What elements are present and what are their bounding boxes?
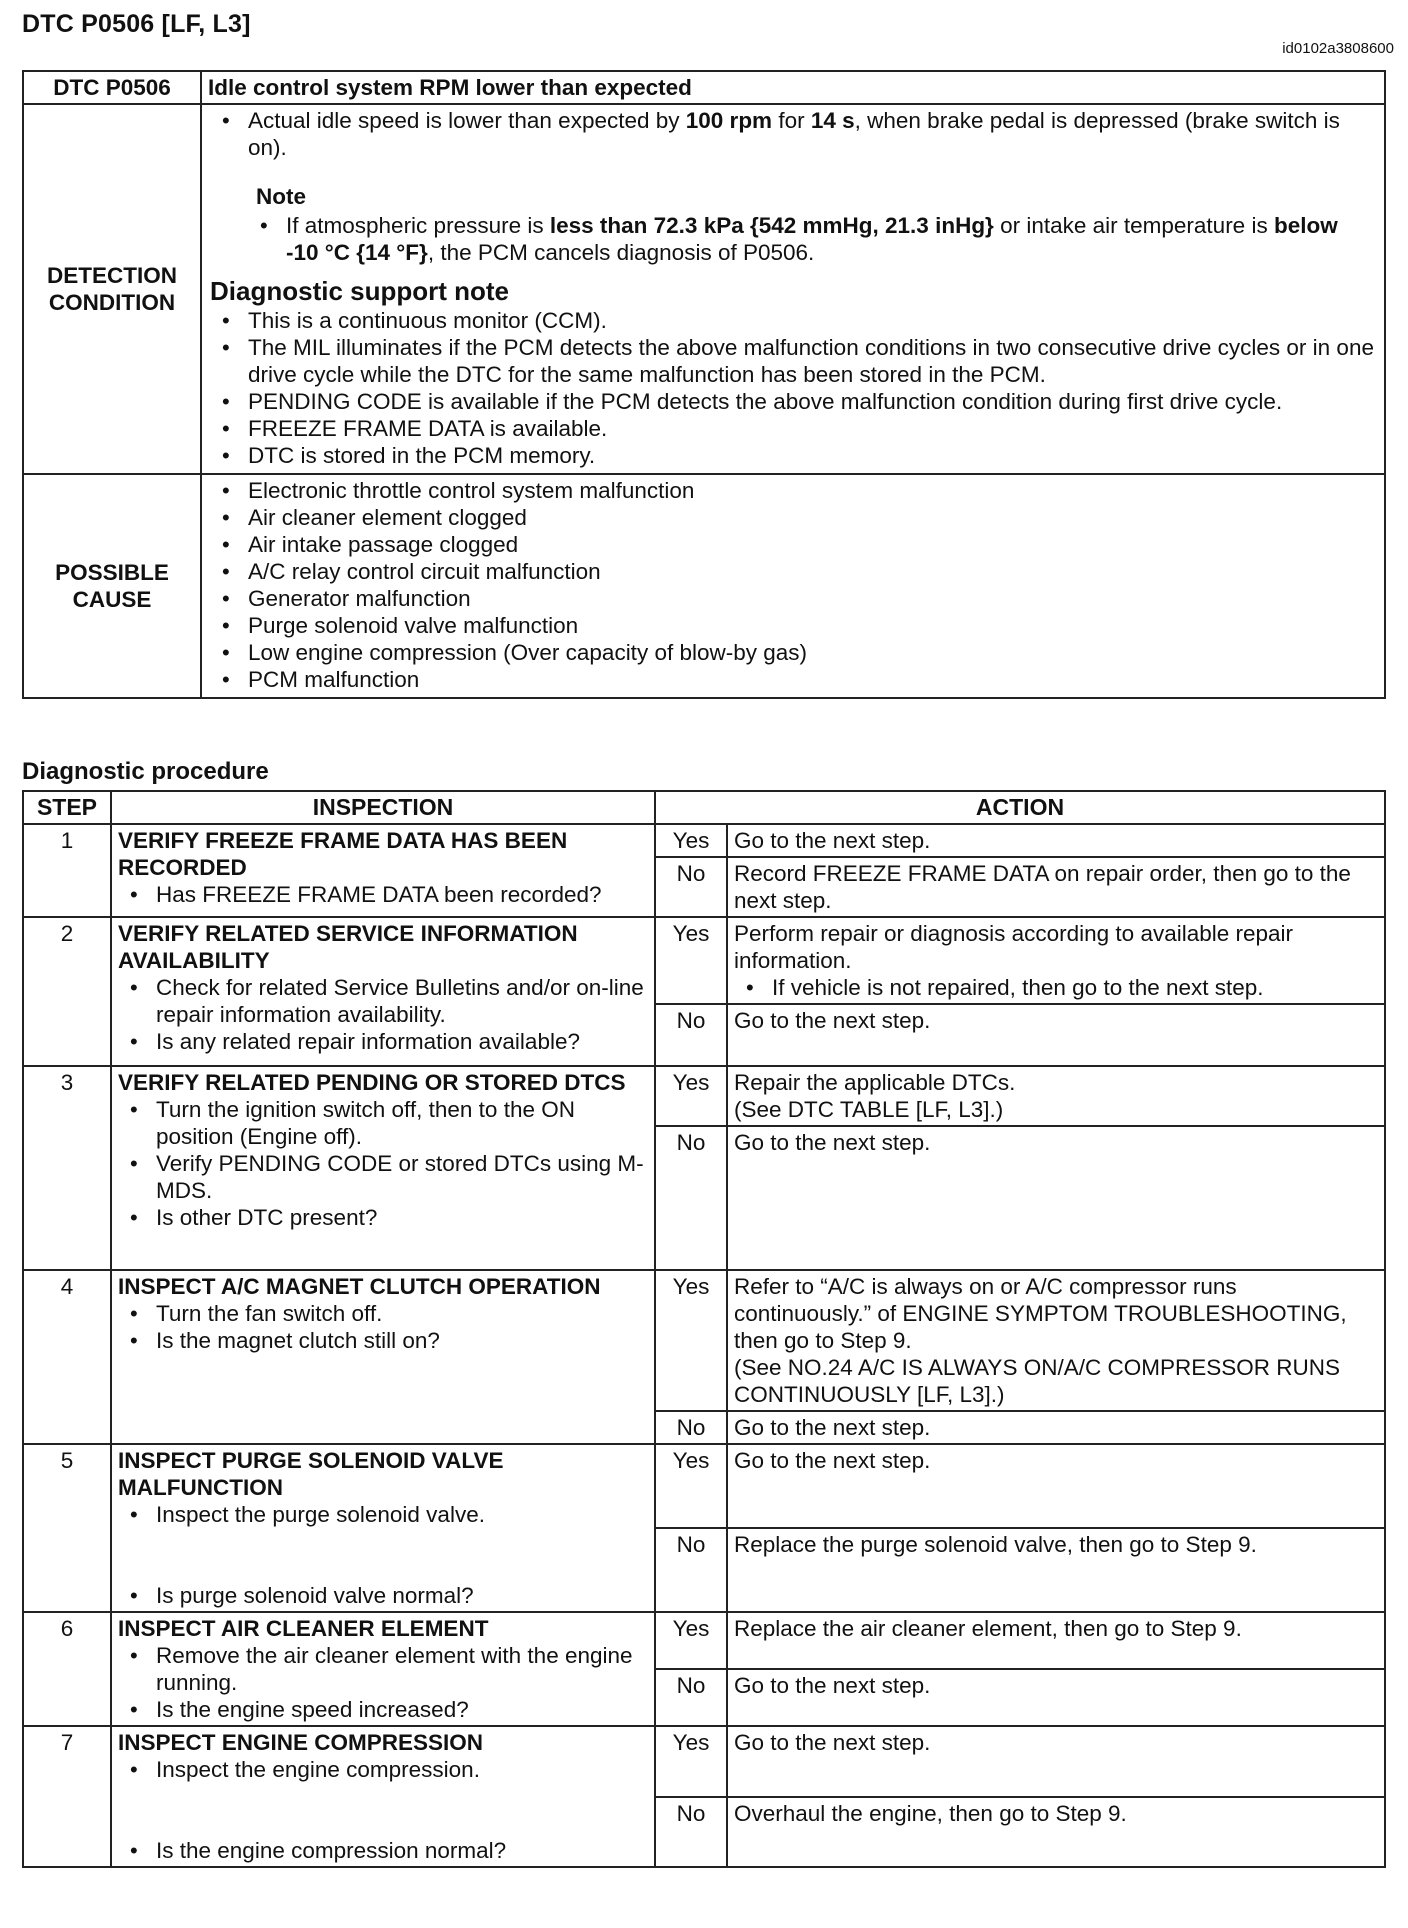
yes-action: Go to the next step.: [727, 1726, 1385, 1797]
inspection-item: • Verify PENDING CODE or stored DTCs using M-MDS.: [156, 1150, 648, 1204]
no-label: No: [655, 1797, 727, 1868]
support-item: • The MIL illuminates if the PCM detects the above malfunction conditions in two consecutive drive cycles or in one drive cycle while the DTC for the same malfunction has been stored in the PCM.: [248, 334, 1376, 388]
yes-action: Replace the air cleaner element, then go to Step 9.: [727, 1612, 1385, 1669]
detection-condition-item: [248, 107, 1376, 161]
yes-action: Refer to “A/C is always on or A/C compressor runs continuously.” of ENGINE SYMPTOM TROUBLESHOOTING, then go to Step 9.: [734, 1274, 1347, 1353]
table-row: [23, 917, 1385, 1004]
yes-label: Yes: [655, 1270, 727, 1411]
yes-action-reference: (See DTC TABLE [LF, L3].): [734, 1097, 1004, 1122]
text-segment: , when brake pedal is depressed (brake switch is on).: [248, 108, 1340, 160]
inspection-cell: [111, 1270, 655, 1444]
detection-row: [23, 104, 1385, 474]
cause-item: • Air intake passage clogged: [248, 531, 1376, 558]
action-header: ACTION: [655, 791, 1385, 824]
yes-label: Yes: [655, 824, 727, 857]
inspection-item: • Has FREEZE FRAME DATA been recorded?: [156, 881, 648, 908]
cause-item: • Purge solenoid valve malfunction: [248, 612, 1376, 639]
dtc-row: [23, 71, 1385, 104]
document-id: id0102a3808600: [1282, 40, 1394, 57]
dtc-label: DTC P0506: [23, 71, 201, 104]
step-number: 4: [23, 1270, 111, 1444]
yes-action-sub: • If vehicle is not repaired, then go to the next step.: [772, 974, 1378, 1001]
support-item: • This is a continuous monitor (CCM).: [248, 307, 1376, 334]
no-action: Overhaul the engine, then go to Step 9.: [727, 1797, 1385, 1868]
inspection-item: • Is any related repair information available?: [156, 1028, 648, 1055]
inspection-title: VERIFY FREEZE FRAME DATA HAS BEEN RECORDED: [118, 828, 568, 880]
cause-item: • Electronic throttle control system malfunction: [248, 477, 1376, 504]
emphasis: 100 rpm: [685, 108, 773, 133]
note-item: [286, 212, 1376, 266]
support-item: • DTC is stored in the PCM memory.: [248, 442, 1376, 469]
inspection-list: [118, 1501, 648, 1609]
inspection-item: • Turn the fan switch off.: [156, 1300, 648, 1327]
procedure-header-row: [23, 791, 1385, 824]
no-action: Go to the next step.: [727, 1411, 1385, 1444]
yes-action: Repair the applicable DTCs.: [734, 1070, 1016, 1095]
cause-item: • Low engine compression (Over capacity of blow-by gas): [248, 639, 1376, 666]
support-note-title: Diagnostic support note: [210, 276, 509, 306]
detection-label: DETECTION CONDITION: [23, 104, 201, 474]
yes-action-cell: [727, 917, 1385, 1004]
yes-action-reference: (See NO.24 A/C IS ALWAYS ON/A/C COMPRESSOR RUNS CONTINUOUSLY [LF, L3].): [734, 1355, 1340, 1407]
cause-list: [210, 477, 1376, 693]
inspection-cell: [111, 1066, 655, 1270]
step-number: 6: [23, 1612, 111, 1726]
yes-action-cell: [727, 1066, 1385, 1126]
yes-label: Yes: [655, 1726, 727, 1797]
text-segment: Actual idle speed is lower than expected by: [248, 108, 686, 133]
possible-cause-label: POSSIBLE CAUSE: [23, 474, 201, 698]
inspection-cell: [111, 1612, 655, 1726]
inspection-item: • Inspect the purge solenoid valve.: [156, 1501, 648, 1528]
no-action: Replace the purge solenoid valve, then go to Step 9.: [727, 1528, 1385, 1612]
table-row: [23, 824, 1385, 857]
yes-action-cell: [727, 1270, 1385, 1411]
no-label: No: [655, 1411, 727, 1444]
no-label: No: [655, 1004, 727, 1066]
note-list: [210, 212, 1376, 266]
inspection-item: • Check for related Service Bulletins and/or on-line repair information availability.: [156, 974, 648, 1028]
inspection-item: • Is other DTC present?: [156, 1204, 648, 1231]
table-row: [23, 1444, 1385, 1528]
text-segment: or intake air temperature is: [993, 213, 1274, 238]
yes-label: Yes: [655, 1066, 727, 1126]
inspection-cell: [111, 824, 655, 917]
text-segment: for: [772, 108, 811, 133]
yes-label: Yes: [655, 1444, 727, 1528]
inspection-item: • Is the engine compression normal?: [156, 1837, 648, 1864]
step-number: 2: [23, 917, 111, 1066]
step-number: 7: [23, 1726, 111, 1867]
procedure-title: Diagnostic procedure: [22, 758, 269, 785]
support-note-list: [210, 307, 1376, 469]
yes-label: Yes: [655, 917, 727, 1004]
inspection-title: INSPECT A/C MAGNET CLUTCH OPERATION: [118, 1274, 601, 1299]
cause-item: • Generator malfunction: [248, 585, 1376, 612]
emphasis: 14 s: [810, 108, 855, 133]
page-title: DTC P0506 [LF, L3]: [22, 10, 251, 38]
yes-action: Go to the next step.: [727, 824, 1385, 857]
yes-label: Yes: [655, 1612, 727, 1669]
emphasis: less than 72.3 kPa {542 mmHg, 21.3 inHg}: [549, 213, 994, 238]
inspection-title: INSPECT AIR CLEANER ELEMENT: [118, 1616, 489, 1641]
inspection-item: • Is the engine speed increased?: [156, 1696, 648, 1723]
inspection-list: [118, 881, 648, 908]
inspection-item: • Remove the air cleaner element with the engine running.: [156, 1642, 648, 1696]
inspection-cell: [111, 1726, 655, 1867]
step-number: 3: [23, 1066, 111, 1270]
inspection-list: [118, 1096, 648, 1231]
inspection-list: [118, 1756, 648, 1864]
inspection-item: • Is purge solenoid valve normal?: [156, 1582, 648, 1609]
inspection-list: [118, 1642, 648, 1723]
no-label: No: [655, 1126, 727, 1270]
dtc-description: Idle control system RPM lower than expected: [201, 71, 1385, 104]
step-header: STEP: [23, 791, 111, 824]
emphasis: below -10 °C {14 °F}: [286, 213, 1338, 265]
inspection-title: VERIFY RELATED PENDING OR STORED DTCS: [118, 1070, 626, 1095]
support-item: • PENDING CODE is available if the PCM detects the above malfunction condition during first drive cycle.: [248, 388, 1376, 415]
possible-cause-content: [201, 474, 1385, 698]
no-action: Go to the next step.: [727, 1004, 1385, 1066]
inspection-item: • Inspect the engine compression.: [156, 1756, 648, 1783]
yes-action: Perform repair or diagnosis according to available repair information.: [734, 921, 1294, 973]
step-number: 1: [23, 824, 111, 917]
no-label: No: [655, 1669, 727, 1726]
inspection-header: INSPECTION: [111, 791, 655, 824]
support-item: • FREEZE FRAME DATA is available.: [248, 415, 1376, 442]
cause-item: • Air cleaner element clogged: [248, 504, 1376, 531]
inspection-cell: [111, 917, 655, 1066]
no-label: No: [655, 1528, 727, 1612]
table-row: [23, 1066, 1385, 1126]
inspection-title: INSPECT PURGE SOLENOID VALVE MALFUNCTION: [118, 1448, 504, 1500]
cause-item: • A/C relay control circuit malfunction: [248, 558, 1376, 585]
cause-row: [23, 474, 1385, 698]
yes-action: Go to the next step.: [727, 1444, 1385, 1528]
no-action: Record FREEZE FRAME DATA on repair order, then go to the next step.: [727, 857, 1385, 917]
yes-action-list: [734, 974, 1378, 1001]
inspection-cell: [111, 1444, 655, 1612]
detection-content: [201, 104, 1385, 474]
dtc-summary-table: [22, 70, 1386, 699]
no-action: Go to the next step.: [727, 1669, 1385, 1726]
no-label: No: [655, 857, 727, 917]
inspection-list: [118, 974, 648, 1055]
no-action: Go to the next step.: [727, 1126, 1385, 1270]
note-title: Note: [256, 184, 306, 209]
inspection-list: [118, 1300, 648, 1354]
inspection-item: • Turn the ignition switch off, then to the ON position (Engine off).: [156, 1096, 648, 1150]
text-segment: , the PCM cancels diagnosis of P0506.: [427, 240, 815, 265]
table-row: [23, 1726, 1385, 1797]
cause-item: • PCM malfunction: [248, 666, 1376, 693]
step-number: 5: [23, 1444, 111, 1612]
inspection-title: VERIFY RELATED SERVICE INFORMATION AVAILABILITY: [118, 921, 578, 973]
diagnostic-procedure-table: [22, 790, 1386, 1868]
inspection-item: • Is the magnet clutch still on?: [156, 1327, 648, 1354]
detection-list: [210, 107, 1376, 161]
inspection-title: INSPECT ENGINE COMPRESSION: [118, 1730, 484, 1755]
table-row: [23, 1612, 1385, 1669]
table-row: [23, 1270, 1385, 1411]
text-segment: If atmospheric pressure is: [286, 213, 550, 238]
